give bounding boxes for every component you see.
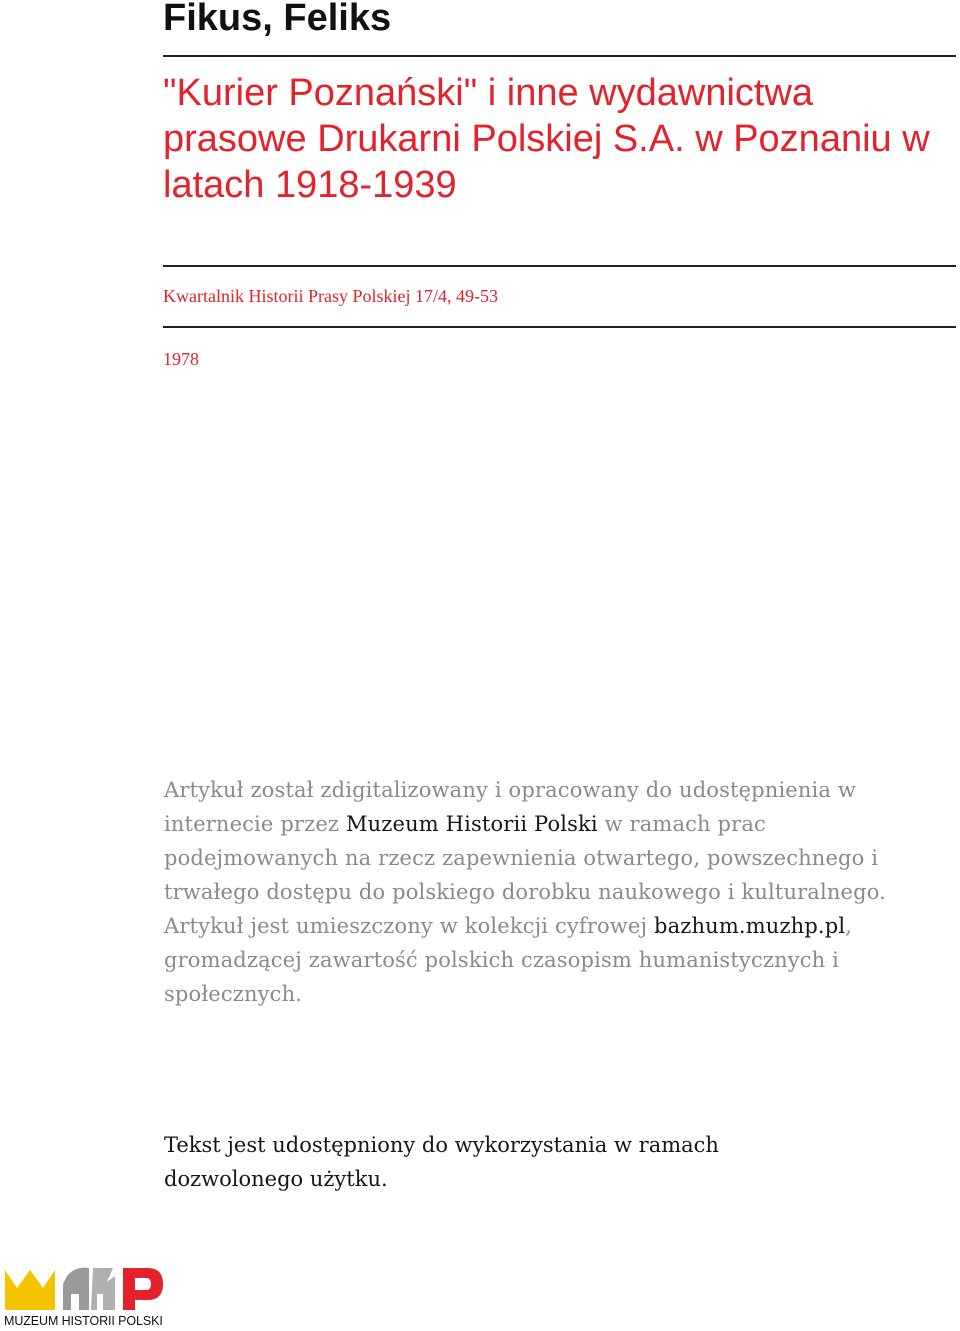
journal-citation: Kwartalnik Historii Prasy Polskiej 17/4, 49-53 <box>163 286 498 306</box>
notice-text: w ramach prac podejmowanych na rzecz zapewnienia otwartego, powszechnego i trwałego dostępu do polskiego dorobku naukowego i kulturalnego. Artykuł jest umieszczony w kolekcji cyfrowej <box>164 812 886 938</box>
p-letter-icon <box>123 1268 163 1310</box>
divider <box>163 326 956 328</box>
digitization-notice <box>164 773 924 1011</box>
author-name: Fikus, Feliks <box>163 0 392 39</box>
eagle-icon <box>63 1268 89 1310</box>
museum-logo-name: MUZEUM HISTORII POLSKI <box>4 1314 163 1328</box>
notice-text: Artykuł został zdigitalizowany i opracowany do udostępnienia w internecie przez <box>164 778 857 836</box>
divider <box>163 55 956 57</box>
bazhum-link[interactable]: bazhum.muzhp.pl <box>654 914 846 938</box>
license-notice: Tekst jest udostępniony do wykorzystania w ramach dozwolonego użytku. <box>164 1133 719 1191</box>
article-title: "Kurier Poznański" i inne wydawnictwa prasowe Drukarni Polskiej S.A. w Poznaniu w latach 1918-1939 <box>163 72 930 206</box>
divider <box>163 265 956 267</box>
crown-icon <box>5 1270 55 1310</box>
publication-year: 1978 <box>163 349 199 369</box>
notice-text: , gromadzącej zawartość polskich czasopism humanistycznych i społecznych. <box>164 914 853 1006</box>
eagle-wing-icon <box>91 1268 115 1310</box>
museum-link[interactable]: Muzeum Historii Polski <box>345 812 598 836</box>
